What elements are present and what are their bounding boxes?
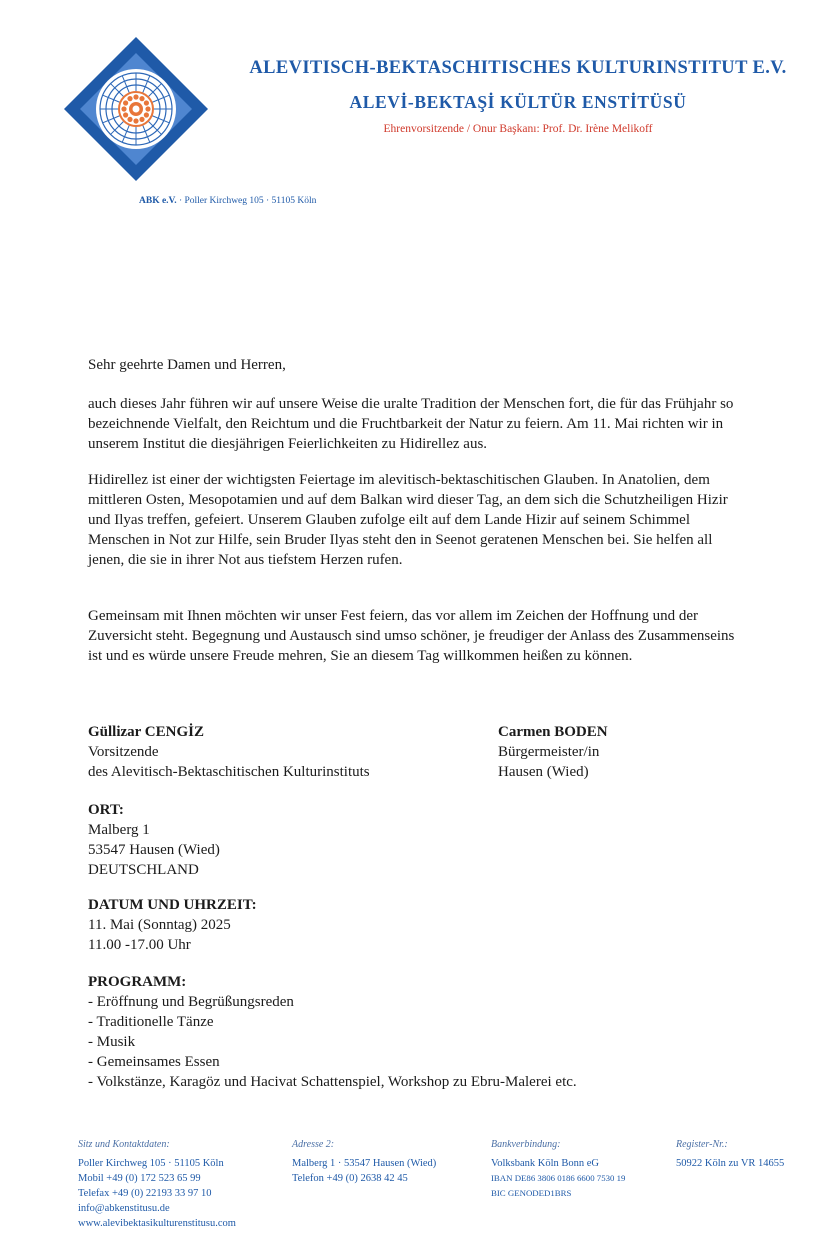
program-item: - Traditionelle Tänze: [88, 1014, 214, 1030]
program-item: - Musik: [88, 1034, 136, 1050]
signatory-role: Vorsitzende: [88, 744, 159, 760]
program-list: [88, 992, 577, 1092]
footer-line: Malberg 1 · 53547 Hausen (Wied): [292, 1158, 437, 1169]
location-block: [88, 800, 220, 880]
footer-register: [676, 1137, 784, 1171]
location-line: Malberg 1: [88, 822, 150, 838]
sender-line: [139, 196, 316, 206]
sender-abbreviation: ABK e.V.: [139, 196, 177, 206]
signature-block-mayor: [498, 722, 608, 782]
footer-heading: Register-Nr.:: [676, 1139, 728, 1150]
footer-heading: Bankverbindung:: [491, 1139, 561, 1150]
footer-phone: Mobil +49 (0) 172 523 65 99: [78, 1173, 201, 1184]
location-line: DEUTSCHLAND: [88, 862, 199, 878]
footer-phone: Telefon +49 (0) 2638 42 45: [292, 1173, 408, 1184]
event-time: 11.00 -17.00 Uhr: [88, 937, 191, 953]
footer-heading: Sitz und Kontaktdaten:: [78, 1139, 170, 1150]
footer-heading: Adresse 2:: [292, 1139, 335, 1150]
footer-address-2: [292, 1137, 436, 1186]
footer-line: 50922 Köln zu VR 14655: [676, 1158, 785, 1169]
letter-paragraph: Gemeinsam mit Ihnen möchten wir unser Fest feiern, das vor allem im Zeichen der Hoffnung und der Zuversicht steht. Begegnung und Austausch sind umso schöner, je freudiger der Anlass des Zusammenseins ist und es würde unsere Freude mehren, Sie an diesem Tag willkommen heißen zu können.: [88, 608, 735, 664]
footer-line: Poller Kirchweg 105 · 51105 Köln: [78, 1158, 224, 1169]
signature-block-chair: [88, 722, 370, 782]
footer-fax: Telefax +49 (0) 22193 33 97 10: [78, 1188, 212, 1199]
program-heading: PROGRAMM:: [88, 974, 187, 990]
program-item: - Volkstänze, Karagöz und Hacivat Schattenspiel, Workshop zu Ebru-Malerei etc.: [88, 1074, 577, 1090]
location-heading: ORT:: [88, 802, 124, 818]
footer-line: Volksbank Köln Bonn eG: [491, 1158, 600, 1169]
letter-paragraph: auch dieses Jahr führen wir auf unsere Weise die uralte Tradition der Menschen fort, die für das Frühjahr so bezeichnende Vielfalt, den Reichtum und die Fruchtbarkeit der Natur zu feiern. Am 11. Mai richten wir in unserem Institut die diesjährigen Feierlichkeiten zu Hidirellez aus.: [88, 396, 734, 452]
program-block: [88, 972, 577, 1092]
footer-iban: IBAN DE86 3806 0186 6600 7530 19: [491, 1173, 626, 1183]
signatory-organization: Hausen (Wied): [498, 764, 589, 780]
footer-contact: [78, 1137, 236, 1231]
signatory-name: Güllizar CENGİZ: [88, 724, 204, 740]
date-time-heading: DATUM UND UHRZEIT:: [88, 897, 257, 913]
footer-email: info@abkenstitusu.de: [78, 1203, 170, 1214]
footer-bic: BIC GENODED1BRS: [491, 1188, 572, 1198]
sender-address: · Poller Kirchweg 105 · 51105 Köln: [176, 196, 317, 206]
program-item: - Gemeinsames Essen: [88, 1054, 220, 1070]
salutation: Sehr geehrte Damen und Herren,: [88, 357, 286, 373]
signatory-role: Bürgermeister/in: [498, 744, 600, 760]
honorary-chair-line: Ehrenvorsitzende / Onur Başkanı: Prof. Dr. Irène Melikoff: [383, 123, 653, 135]
organization-name-german: ALEVITISCH-BEKTASCHITISCHES KULTURINSTITUT E.V.: [249, 58, 787, 78]
footer-website: www.alevibektasikulturenstitusu.com: [78, 1218, 236, 1229]
program-item: - Eröffnung und Begrüßungsreden: [88, 994, 294, 1010]
letter-paragraph: Hidirellez ist einer der wichtigsten Feiertage im alevitisch-bektaschitischen Glauben. In Anatolien, dem mittleren Osten, Mesopotamien und auf dem Balkan wird dieser Tag, an dem sich die Schutzheiligen Hizir und Ilyas treffen, gefeiert. Unserem Glauben zufolge eilt auf dem Lande Hizir auf seinem Schimmel Menschen in Not zur Hilfe, sein Bruder Ilyas steht den in Seenot geratenen Menschen bei. Sie helfen all jenen, die sie in ihrer Not aus tiefstem Herzen rufen.: [88, 472, 728, 568]
institute-logo: [62, 35, 210, 183]
location-line: 53547 Hausen (Wied): [88, 842, 220, 858]
date-time-block: [88, 895, 257, 955]
event-date: 11. Mai (Sonntag) 2025: [88, 917, 231, 933]
signatory-organization: des Alevitisch-Bektaschitischen Kulturinstituts: [88, 764, 370, 780]
organization-name-turkish: ALEVİ-BEKTAŞİ KÜLTÜR ENSTİTÜSÜ: [349, 92, 687, 112]
footer-bank: [491, 1137, 625, 1201]
signatory-name: Carmen BODEN: [498, 724, 608, 740]
